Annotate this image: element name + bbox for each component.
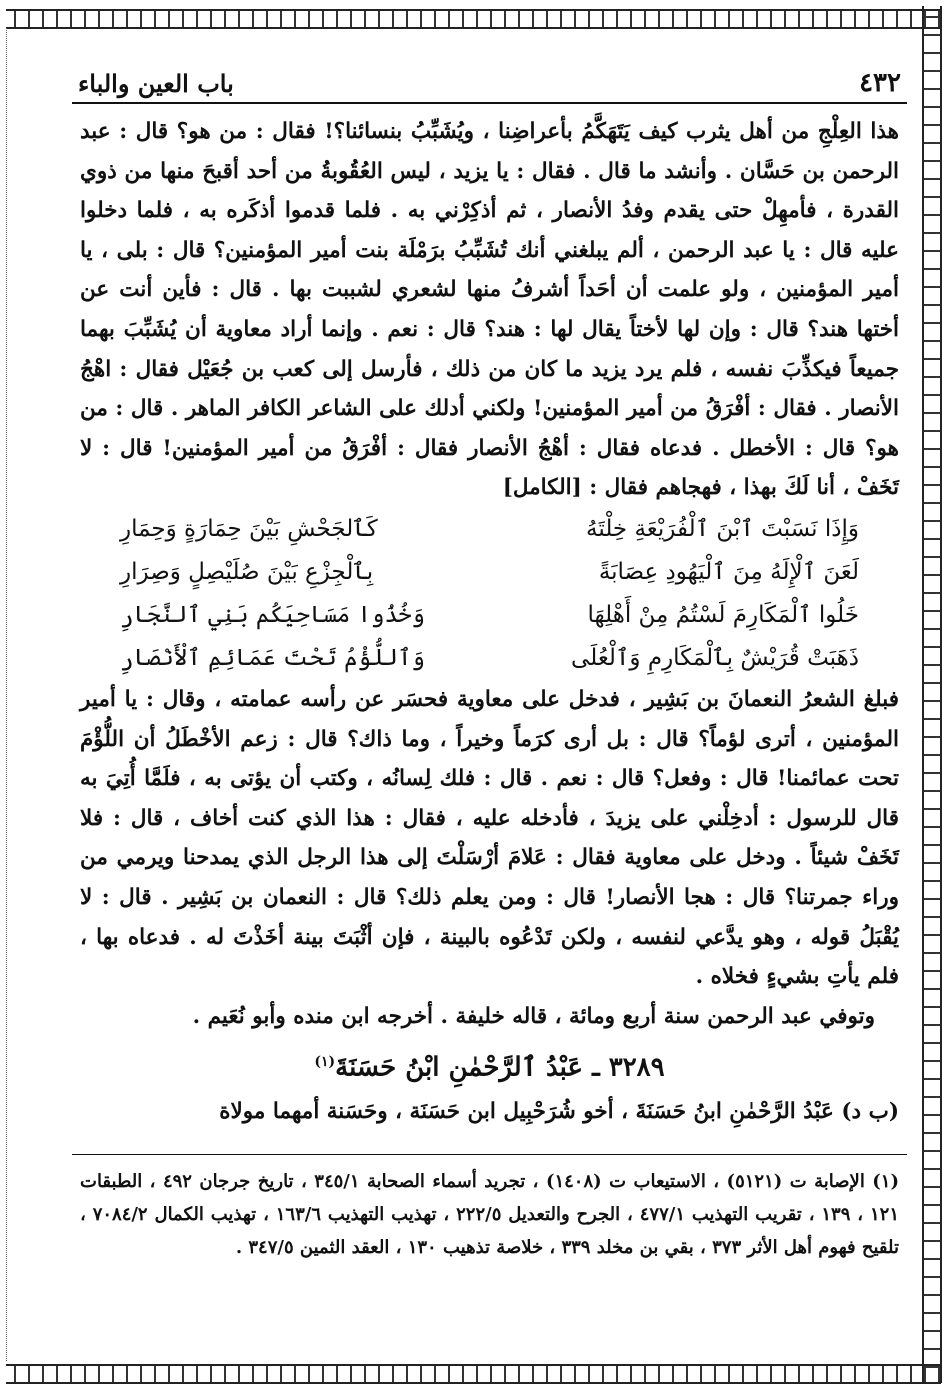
- verse-first-hemistich: خَلُوا ٱلْمَكَارِمَ لَسْتُمُ مِنْ أَهْلِهَا: [587, 601, 859, 628]
- verse-first-hemistich: ذَهَبَتْ قُرَيْشٌ بِٱلْمَكَارِمِ وَٱلْعُلَى: [571, 644, 859, 671]
- paragraph: وتوفي عبد الرحمن سنة أربع ومائة ، قاله خليفة . أخرجه ابن منده وأبو نُعَيم .: [192, 1003, 875, 1029]
- footnotes: [72, 1155, 907, 1264]
- entry-title: [80, 1038, 899, 1092]
- verse-second-hemistich: وَٱللُّؤْمُ تَحْتَ عَمَائِمِ ٱلْأَنْصَارِ: [120, 644, 425, 671]
- verse-second-hemistich: وَخُذُوا مَسَاحِيَكُم بَنِي ٱلنَّجَارِ: [120, 601, 425, 628]
- border-top: [6, 6, 941, 28]
- footnote: (١) الإصابة ت (٥١٢١) ، الاستيعاب ت (١٤٠٨) ، تجريد أسماء الصحابة ٣٤٥/١ ، تاريخ جرجان ٤٩٢ ، الطبقات ١٢١ ، ١٣٩ ، تقريب التهذيب ٤٧٧/١ ، الجرح والتعديل ٢٢٢/٥ ، تهذيب التهذيب ١٦٣/٦ ، تهذيب الكمال ٧٠٨٤/٢ ، تلقيح فهوم أهل الأثر ٣٧٣ ، بقي بن مخلد ٣٣٩ ، خلاصة تذهيب ١٣٠ ، العقد الثمين ٣٤٧/٥ .: [80, 1170, 899, 1258]
- main-text: [72, 112, 907, 1132]
- poem-verse: [80, 508, 899, 551]
- entry-title-text: ٣٢٨٩ ـ عَبْدُ ٱلرَّحْمٰنِ ابْنُ حَسَنَةَ: [335, 1052, 665, 1083]
- verse-second-hemistich: كَٱلجَحْشِ بَيْنَ حِمَارَةٍ وَحِمَارِ: [120, 515, 378, 542]
- paragraph: هذا العِلْجِ من أهل يثرب كيف يَتَهَكَّمُ بأعراضِنا ، ويُشَبِّبُ بنسائنا؟! فقال : من هو؟ قال : عبد الرحمن بن حَسَّان . وأنشد ما قال . فقال : يا يزيد ، ليس العُقُوبةُ من أحد أقبحَ منها من ذوي القدرة ، فأمهِلْ حتى يقدم وفدُ الأنصار ، ثم أذكِرْني به . فلما قدموا أذكَره به ، فلما دخلوا عليه قال : يا عبد الرحمن ، ألم يبلغني أنك تُشَبِّبُ برَمْلَة بنت أمير المؤمنين؟ قال : بلى ، يا أمير المؤمنين ، ولو علمت أن أحَداً أشرفُ منها لشعري لشببت بها . قال : فأين أنت عن أختها هند؟ قال : وإن لها لأختاً يقال لها : هند؟ قال : نعم . وإنما أراد معاوية أن يُشَبِّبَ بهما جميعاً فيكذِّبَ نفسه ، فلم يرد يزيد ما كان من ذلك ، فأرسل إلى كعب بن جُعَيْل فقال : اهْجُ الأنصار . فقال : أفْرَقُ من أمير المؤمنين! ولكني أدلك على الشاعر الكافر الماهر . قال : من هو؟ قال : الأخطل . فدعاه فقال : أهْجُ الأنصار فقال : أفْرَقُ من أمير المؤمنين! قال : لا تَخَفْ ، أنا لَكَ بهذا ، فهجاهم فقال : [الكامل]: [80, 119, 899, 501]
- page-content: [72, 58, 907, 1349]
- verse-first-hemistich: وَإِذَا نَسَبْتَ ٱبْنَ ٱلْفُرَيْعَةِ خِلْتَهُ: [586, 515, 859, 542]
- running-header: [72, 58, 907, 104]
- paragraph: فبلغ الشعرُ النعمانَ بن بَشِير ، فدخل على معاوية فحسَر عن رأسه عمامته ، وقال : يا أمير المؤمنين ، أترى لؤماً؟ قال : بل أرى كرَماً وخيراً ، وما ذاك؟ قال : زعم الأخْطَلُ أن اللُّؤْمَ تحت عمائمنا! قال : وفعل؟ قال : نعم . قال : فلك لِسانُه ، وكتب أن يؤتى به ، فلَمَّا أُتِيَ به قال للرسول : أدخِلْني على يزيدَ ، فأدخله عليه ، فقال : هذا الذي كنت أخاف ، قال : فلا تَخَفْ شيئاً . ودخل على معاوية فقال : عَلامَ أرْسَلْتَ إلى هذا الرجل الذي يمدحنا ويرمي من وراء جمرتنا؟ قال : هجا الأنصار! قال : ومن يعلم ذلك؟ قال : النعمان بن بَشِير . قال : لا يُقْبَلُ قوله ، وهو يدَّعي لنفسه ، ولكن تَدْعُوه بالبينة ، فإن أثْبَتَ بينة أخَذْتَ له . فدعاه بها ، فلم يأتِ بشيءٍ فخلاه .: [80, 686, 899, 990]
- running-title: باب العين والباء: [78, 69, 234, 98]
- poem-verse: [80, 637, 899, 680]
- border-right: [919, 6, 941, 1383]
- poem-verse: [80, 594, 899, 637]
- footnote-marker: (١): [314, 1054, 336, 1071]
- poem-verse: [80, 551, 899, 594]
- page-number: ٤٣٢: [859, 68, 901, 98]
- verse-second-hemistich: بِٱلْجِزْعِ بَيْنَ صُلَيْصِلٍ وَصِرَارِ: [120, 558, 374, 585]
- border-bottom: [6, 1361, 941, 1383]
- entry-first-line: (ب د) عَبْدُ الرَّحْمٰنِ ابنُ حَسَنَةَ ، أخو شُرَحْبِيل ابن حَسَنَة ، وحَسَنة أمهما مولاة: [219, 1098, 899, 1124]
- verse-first-hemistich: لَعَنَ ٱلْإِلَهُ مِنَ ٱلْيَهُودِ عِصَابَةً: [598, 558, 859, 585]
- border-left-line: [6, 28, 7, 1361]
